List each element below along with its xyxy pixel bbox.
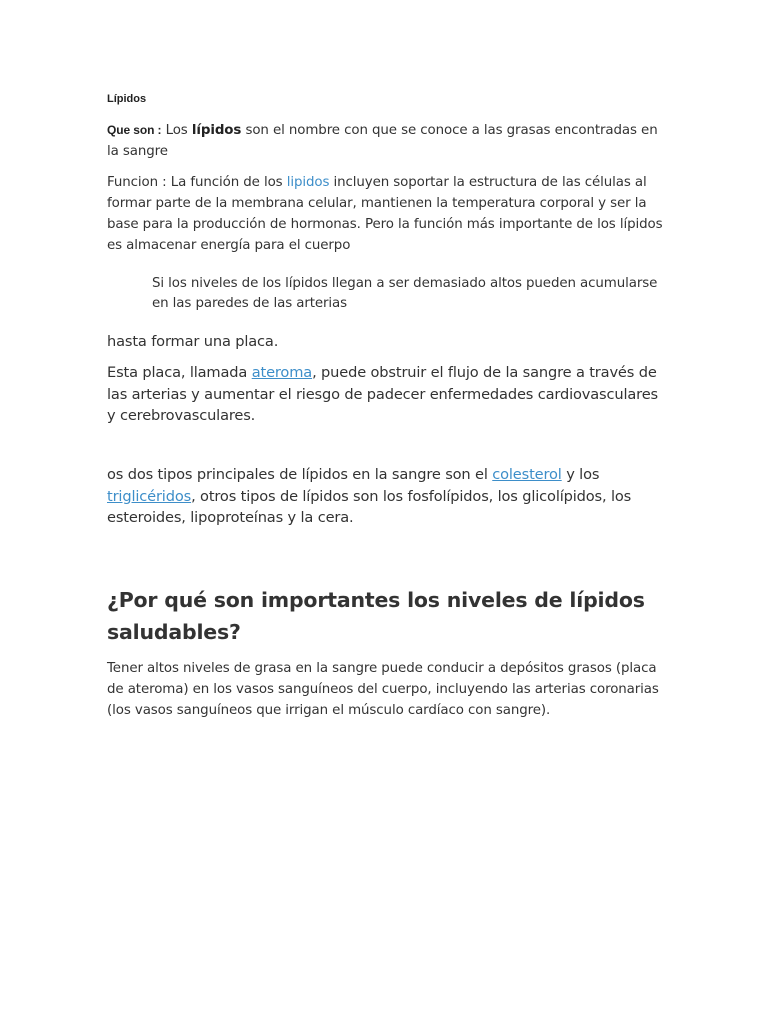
que-son-label: Que son : (107, 123, 162, 137)
que-son-bold-term: lípidos (191, 123, 242, 138)
funcion-post: incluyen soportar la estructura de las células al formar parte de la membrana celular, mantienen la temperatura corporal y ser la base para la producción de hormonas. Pero la función más importante de los lípidos es almacenar energía para el cuerpo (107, 175, 663, 253)
ateroma-pre: Esta placa, llamada (107, 364, 252, 381)
colesterol-link[interactable]: colesterol (492, 466, 562, 483)
que-son-pre: Los (161, 123, 192, 138)
tipos-paragraph (107, 464, 663, 529)
trigliceridos-link[interactable]: triglicéridos (107, 487, 192, 505)
ateroma-post: , puede obstruir el flujo de la sangre a través de las arterias y aumentar el riesgo de padecer enfermedades cardiovasculares y cerebrovasculares. (107, 364, 658, 424)
placa-paragraph: hasta formar una placa. (107, 333, 279, 350)
tipos-mid: y los (561, 466, 600, 483)
blockquote-niveles: Si los niveles de los lípidos llegan a ser demasiado altos pueden acumularse en las paredes de las arterias (152, 276, 658, 311)
que-son-post: son el nombre con que se conoce a las grasas encontradas en la sangre (107, 123, 658, 159)
document-title: Lípidos (107, 93, 147, 105)
section-heading: ¿Por qué son importantes los niveles de lípidos saludables? (107, 588, 645, 644)
ateroma-paragraph (107, 362, 663, 427)
funcion-pre: Funcion : La función de los (107, 175, 287, 190)
tipos-post: , otros tipos de lípidos son los fosfolípidos, los glicolípidos, los esteroides, lipoproteínas y la cera. (107, 487, 632, 526)
que-son-paragraph (107, 120, 663, 162)
lipidos-link[interactable]: lipidos (286, 175, 330, 190)
ateroma-link[interactable]: ateroma (251, 364, 313, 381)
funcion-paragraph (107, 172, 663, 256)
tipos-pre: os dos tipos principales de lípidos en la sangre son el (107, 466, 493, 483)
final-paragraph: Tener altos niveles de grasa en la sangre puede conducir a depósitos grasos (placa de ateroma) en los vasos sanguíneos del cuerpo, incluyendo las arterias coronarias (los vasos sanguíneos que irrigan el músculo cardíaco con sangre). (107, 661, 659, 718)
